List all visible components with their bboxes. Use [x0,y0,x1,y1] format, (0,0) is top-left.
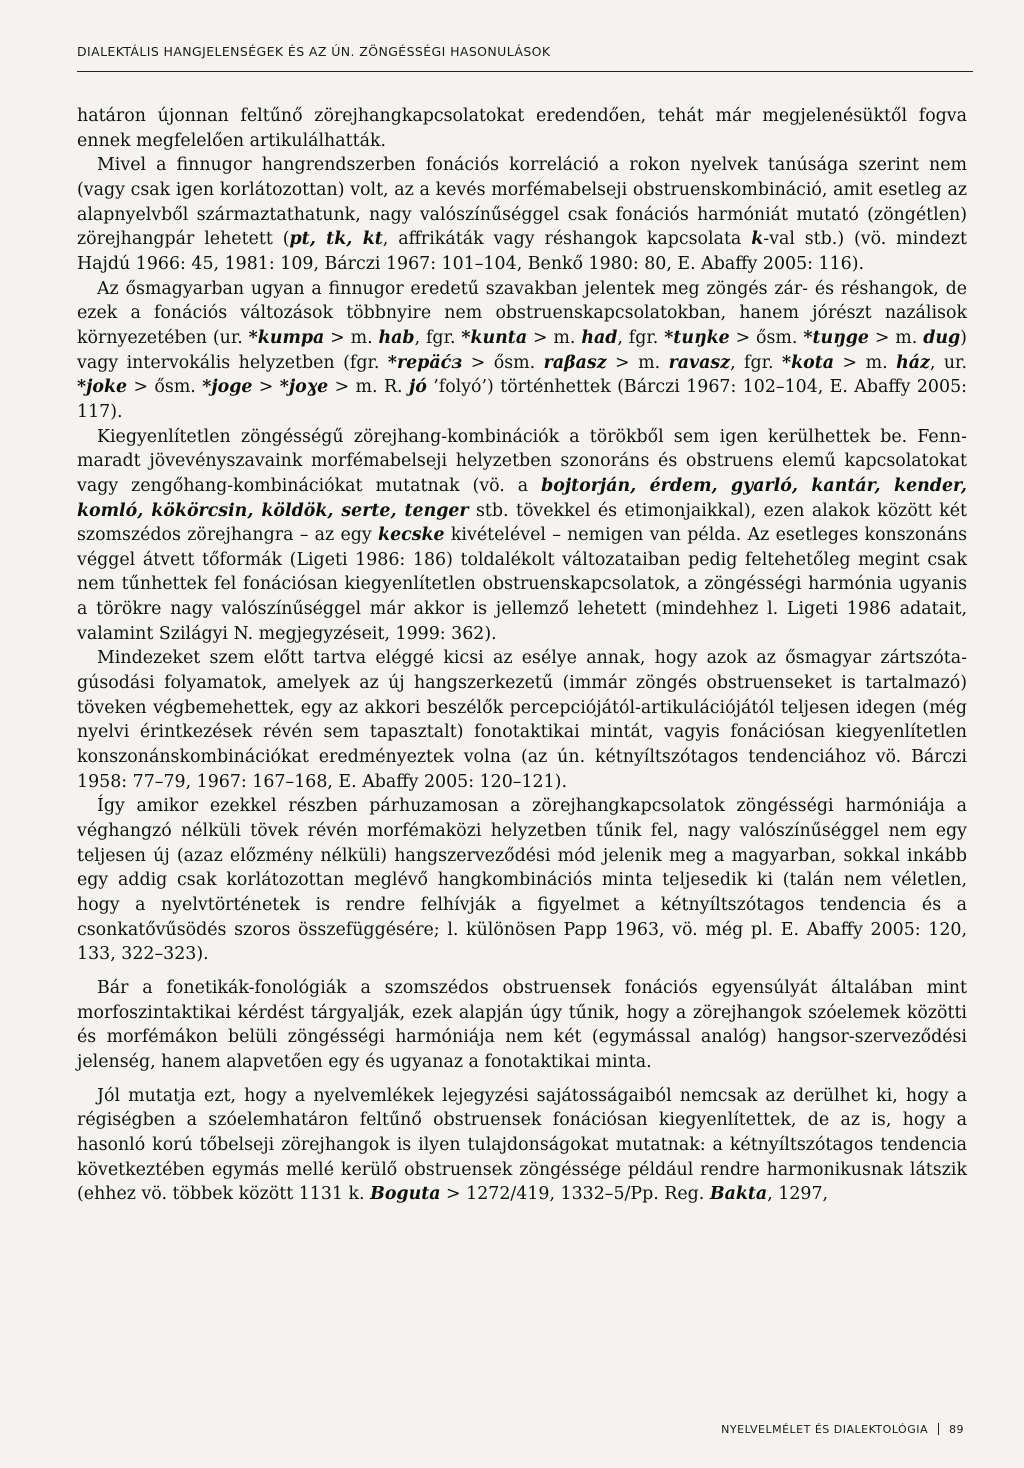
text-run: Bár a fonetikák-fonológiák a szomszédos obstruensek fonációs egyensúlyát általában mint morfoszintaktikai kérdést tárgyalják, ezek alapján úgy tűnik, hogy a zörejhangok szóelemek közötti és morfémákon belüli zöngésségi harmóniája nem két (egymással analóg) hangsor-szerveződési jelenség, hanem alapvetően egy és ugyanaz a fonotaktikai minta. [77,977,967,1072]
example-word: k [751,229,764,250]
text-run: , fgr. [730,352,783,373]
example-word: *joɣe [279,377,329,398]
example-word: *kunta [461,327,528,348]
example-word: bojtorján, érdem, gyarló, kantár, kender, komló, kökörcsin, köldök, serte, tenger [77,475,967,521]
running-head: DIALEKTÁLIS HANGJELENSÉGEK ÉS AZ ÚN. ZÖNGÉSSÉGI HASONULÁSOK [77,44,551,59]
paragraph [77,104,967,153]
example-word: *joge [202,377,253,398]
text-run: Mivel a finnugor hangrendszerben fonációs korreláció a rokon nyelvek tanúsága szerint nem (vagy csak igen korlátozottan) volt, az a kevés morfémabelseji obstruenskombináció, amit esetleg az alapnyelvből származtathatunk, nagy valószínűséggel csak fonációs harmóniát mutató (zöngétlen) zörejhangpár lehetett ( [77,155,967,250]
example-word: *kumpa [248,327,325,348]
example-word: dug [923,327,961,348]
text-run: , 1297, [767,1184,829,1205]
example-word: *kota [782,352,835,373]
text-run: Jól mutatja ezt, hogy a nyelvemlékek lejegyzési sajátosságaiból nemcsak az derülhet ki, hogy a régiségben a szóelemhatáron feltűnő obstruensek fonációsan kiegyenlítettek, de az is, hogy a hasonló korú tőbelseji zörejhangok is ilyen tulajdonságokat mutatnak: a kétnyíltszótagos tendencia következtében egymás mellé kerülő obstruensek zöngéssége például rendre harmonikusnak látszik (ehhez vö. többek között 1131 k. [77,1085,967,1205]
paragraph [77,153,967,276]
text-run: , fgr. [414,327,462,348]
example-word: *joke [77,377,128,398]
body-text [77,104,967,1207]
example-word: *tuŋke [664,327,730,348]
example-word: Bakta [709,1184,768,1205]
example-word: raβasz [543,352,607,373]
example-word: Boguta [370,1184,441,1205]
text-run: Így amikor ezekkel részben párhuzamosan a zörejhangkapcsolatok zöngésségi harmóniája a véghangzó nélküli tövek révén morfémaközi helyzetben tűnik fel, nagy valószínűséggel nem egy teljesen új (azaz előzmény nélküli) hangszerveződési mód jelenik meg a magyarban, sokkal inkább egy addig csak korlátozottan meglévő hangkombinációs minta teljesedik ki (talán nem véletlen, hogy a nyelvtörténetek is rendre felhívják a figyelmet a kétnyíltszótagos tendencia és a csonkatővűsödés szoros összefüggésére; l. különösen Papp 1963, vö. még pl. E. Abaffy 2005: 120, 133, 322–323). [77,796,967,965]
text-run: ) vagy intervokális helyzetben (fgr. [77,327,967,373]
example-word: *repäćз [387,352,463,373]
example-word: *tuŋge [803,327,869,348]
text-run: > 1272/419, 1332–5/Pp. Reg. [440,1184,710,1205]
example-word: pt, tk, kt [289,229,383,250]
text-run: , ur. [929,352,967,373]
text-run: Mindezeket szem előtt tartva eléggé kicsi az esélye annak, hogy azok az ősmagyar zártszótagúsodási folyamatok, amelyek az új hangszerkezetű (immár zöngés obstruenseket is tartalmazó) töveken végbemehettek, egy az akkori beszélők percepciójától-artikulációjától teljesen idegen (még nyelvi érintkezések révén sem tapasztalt) fonotaktikai mintát, vagyis fonációsan kiegyenlítetlen konszonánskombinációkat eredményeztek volna (az ún. kétnyíltszótagos tendenciához vö. Bárczi 1958: 77–79, 1967: 167–168, E. Abaffy 2005: 120–121). [77,648,967,792]
header-rule [77,71,973,72]
text-run: , fgr. [617,327,665,348]
journal-title: NYELVELMÉLET ÉS DIALEKTOLÓGIA [721,1423,928,1436]
paragraph [77,794,967,967]
text-run: Az ősmagyarban ugyan a finnugor eredetű szavakban jelentek meg zöngés zár- és réshangok, de ezek a fonációs változások többnyire nem obstruenskapcsolatokban, hanem jórészt nazálisok környezetében (ur. [77,278,967,348]
paragraph [77,425,967,647]
text-run: > m. R. [328,377,409,398]
text-run: > m. [834,352,897,373]
text-run: Kiegyenlítetlen zöngésségű zörejhang-kombinációk a törökből sem igen kerülhettek be. Fennmaradt jövevényszavaink morfémabelseji helyzetben szonoráns és obstruens elemű kapcsolatokat vagy zengőhang-kombinációkat mutatnak (vö. a [77,426,967,496]
example-word: hab [378,327,415,348]
text-run: > m. [527,327,582,348]
example-word: kecske [378,525,445,546]
text-run: > ősm. [729,327,804,348]
text-run: > [252,377,280,398]
example-word: jó [408,377,427,398]
page-number: 89 [949,1423,964,1436]
example-word: ravasz [668,352,731,373]
example-word: had [581,327,618,348]
paragraph [77,277,967,425]
text-run: , affrikáták vagy réshangok kapcsolata [382,229,752,250]
paragraph [77,976,967,1075]
paragraph [77,1084,967,1207]
example-word: ház [896,352,930,373]
text-run: -val stb.) (vö. mindezt Hajdú 1966: 45, 1981: 109, Bárczi 1967: 101–104, Benkő 1980: 80, E. Abaffy 2005: 116). [77,229,968,274]
text-run: ’folyó’) történhettek (Bárczi 1967: 102–104, E. Abaffy 2005: 117). [77,377,967,422]
text-run: > ősm. [127,377,203,398]
text-run: > m. [324,327,379,348]
text-run: határon újonnan feltűnő zörejhangkapcsolatokat eredendően, tehát már megjelenésüktől fogva ennek megfelelően artikulálhatták. [77,106,967,151]
paragraph [77,646,967,794]
text-run: > m. [606,352,669,373]
footer-separator [938,1423,939,1435]
text-run: kivételével – nemigen van példa. Az esetleges konszonáns véggel átvett tőformák (Ligeti 1986: 186) toldalékolt változataiban pedig feltehetőleg megint csak nem tűnhettek fel fonációsan kiegyenlítetlen obstruenskapcsolatok, a zöngésségi harmónia ugyanis a törökre nagy valószínűséggel már akkor is jellemző lehetett (mindehhez l. Ligeti 1986 adatait, valamint Szilágyi N. megjegyzéseit, 1999: 362). [77,525,967,644]
page-footer [721,1423,964,1436]
text-run: > ősm. [462,352,544,373]
text-run: stb. tövekkel és etimonjaikkal), ezen alakok között két szomszédos zörejhangra – az egy [77,500,967,546]
text-run: > m. [868,327,924,348]
